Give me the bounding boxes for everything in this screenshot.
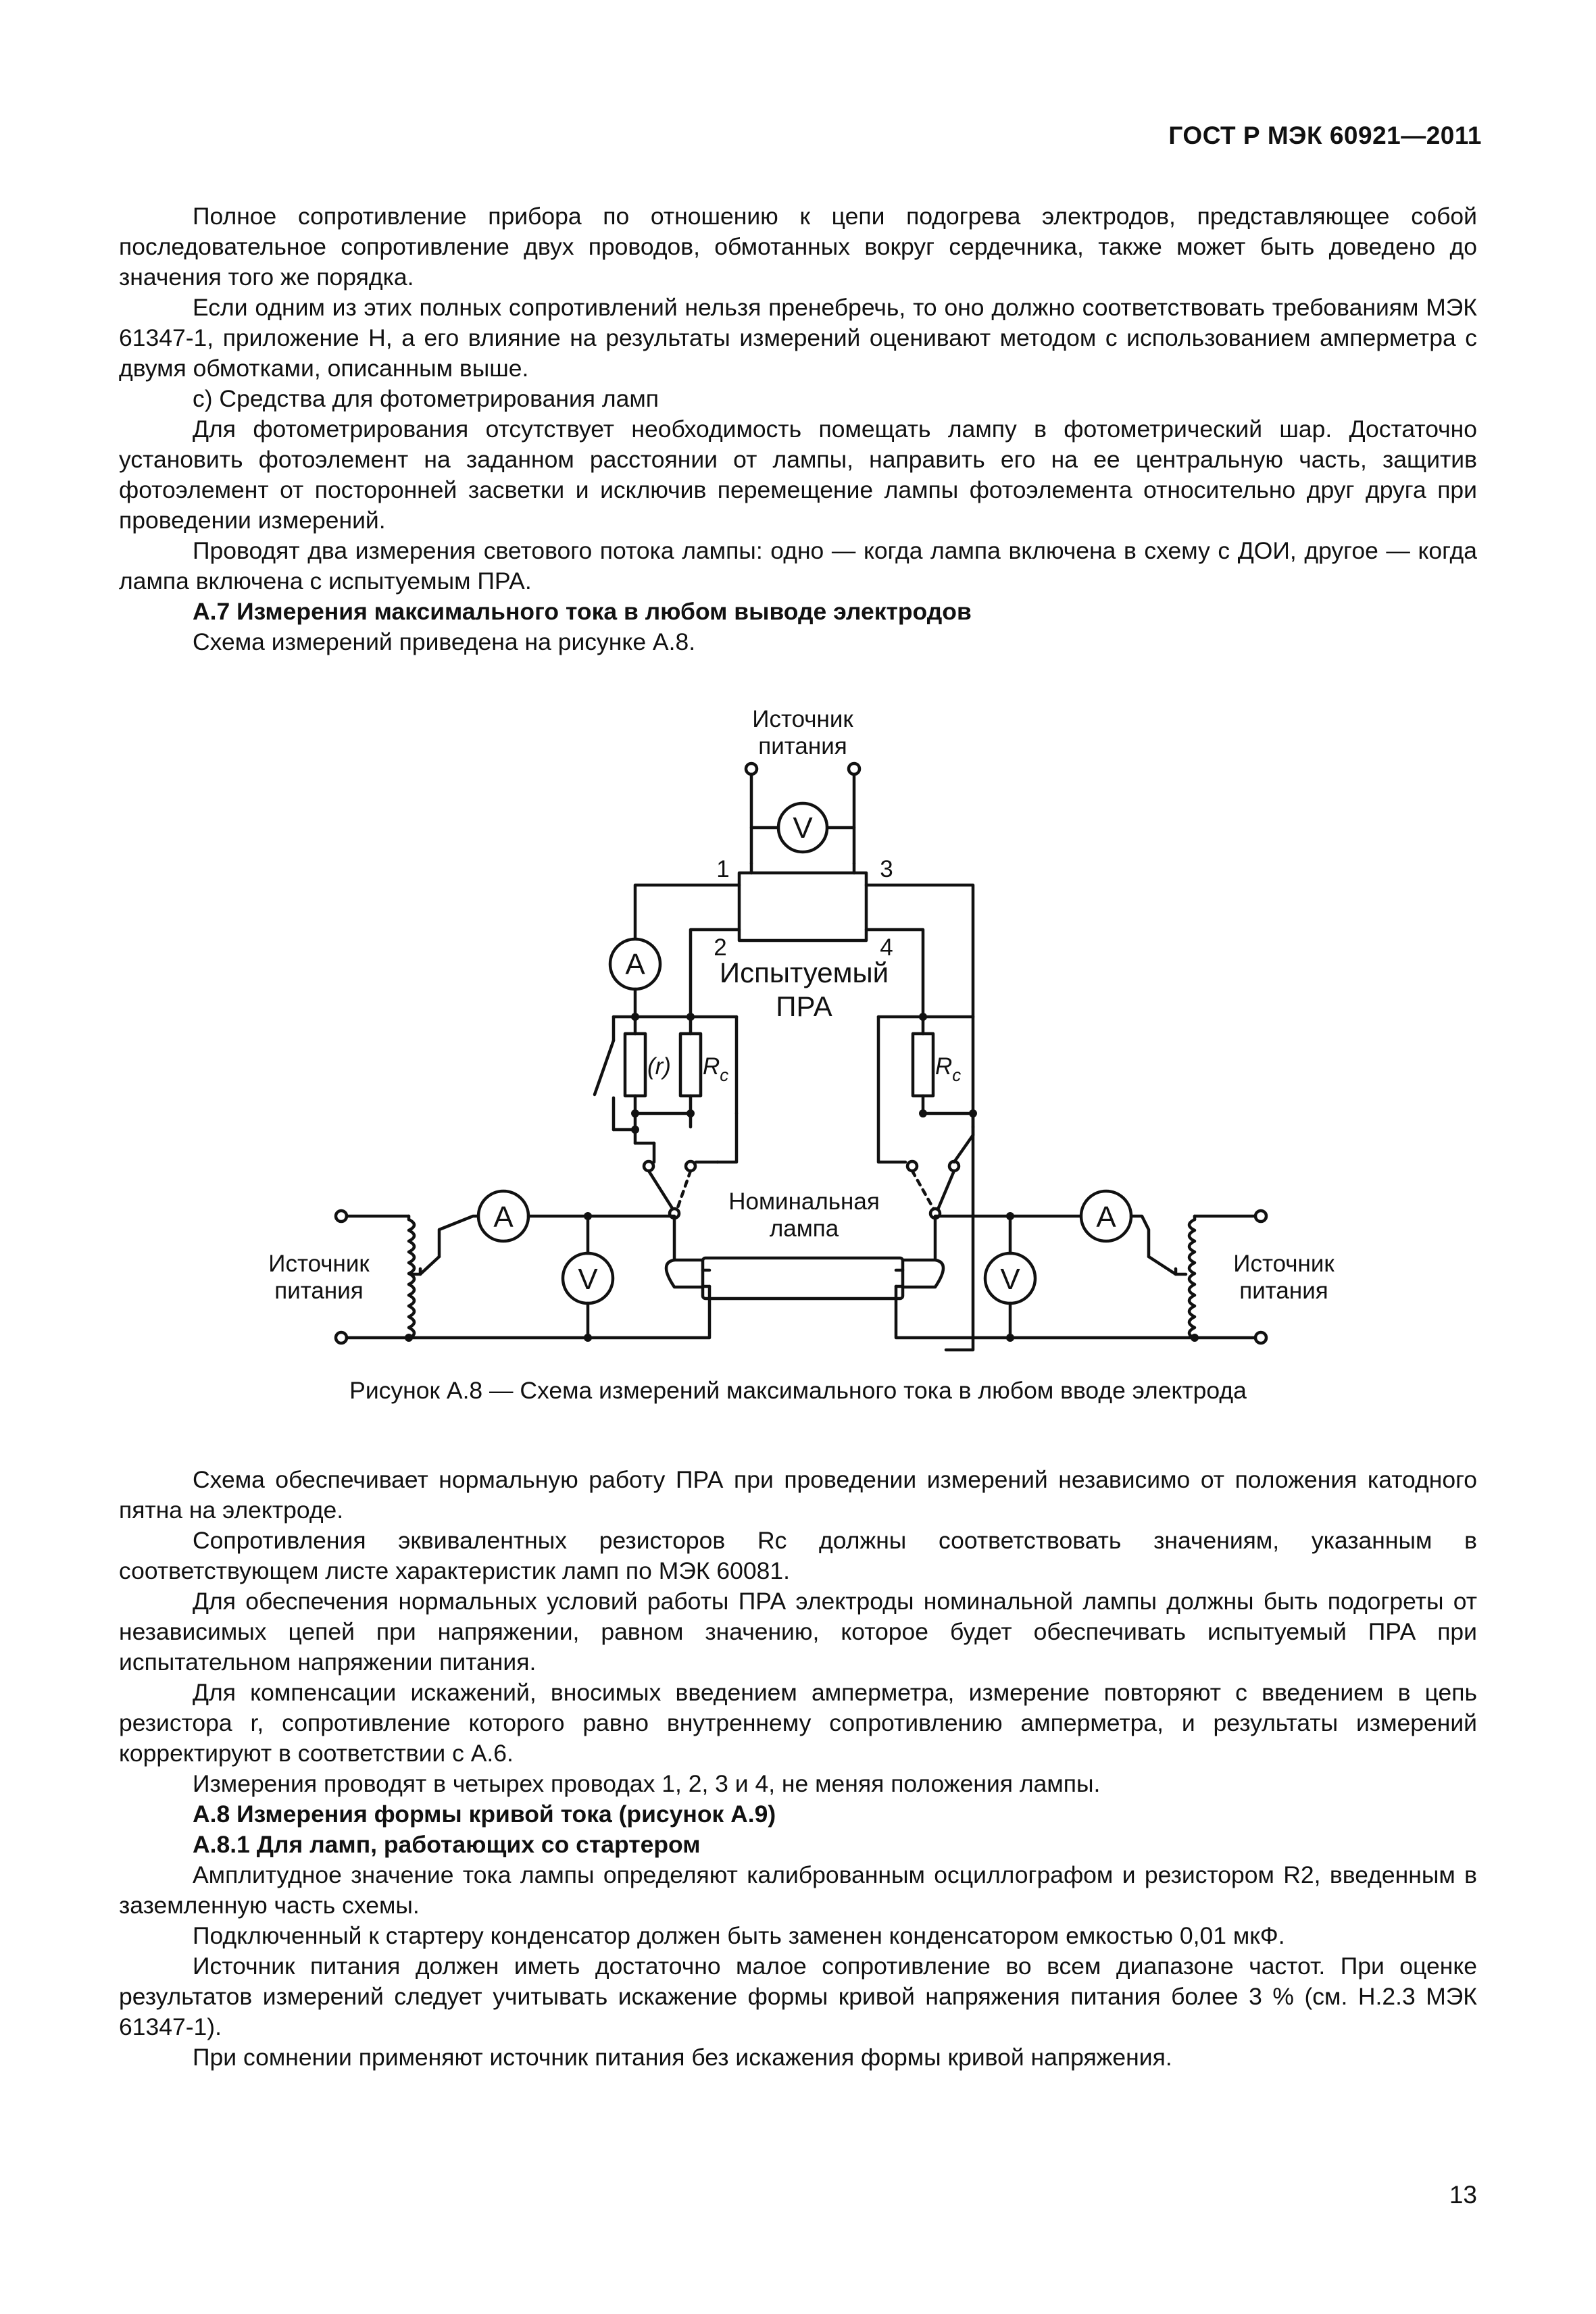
resistor-r [625,1034,645,1096]
right-transformer-coil [1189,1219,1195,1338]
paragraph: c) Средства для фотометрирования ламп [193,385,659,412]
top-source-terminal-right [849,763,859,774]
paragraph: Полное сопротивление прибора по отношению к цепи подогрева электродов, представляющее собой последовательное сопротивление двух проводов, обмотанных вокруг сердечника, также может быть доведено до значения того же порядка. [119,203,1477,291]
body-text-bottom [119,1465,1477,2073]
lamp-label-line1: Номинальная [728,1188,880,1215]
terminal-2-label: 2 [714,934,727,961]
paragraph: При сомнении применяют источник питания без искажения формы кривой напряжения. [193,2044,1172,2071]
left-source-label-line1: Источник [268,1251,370,1277]
section-heading: А.7 Измерения максимального тока в любом выводе электродов [193,598,972,625]
left-transformer-coil [409,1219,414,1338]
right-source-label-line2: питания [1239,1278,1328,1304]
body-text-top [119,201,1477,657]
ballast-label-line1: Испытуемый [719,957,889,988]
reference-lamp [703,1258,903,1299]
resistor-rc-left-label: $R_c$ [703,1053,729,1085]
right-source-terminal-bottom [1255,1332,1266,1343]
paragraph: Измерения проводят в четырех проводах 1, 2, 3 и 4, не меняя положения лампы. [193,1770,1101,1797]
lamp-label-line2: лампа [769,1215,839,1242]
paragraph: Сопротивления эквивалентных резисторов Rc должны соответствовать значениям, указанным в соответствующем листе характеристик ламп по МЭК 60081. [119,1527,1477,1584]
right-voltmeter-label: V [1000,1263,1020,1296]
section-heading: А.8.1 Для ламп, работающих со стартером [193,1831,701,1858]
resistor-rc-right [913,1034,933,1096]
left-source-terminal-bottom [336,1332,347,1343]
resistor-r-label: (r) [647,1053,671,1080]
left-source-label-line2: питания [274,1278,364,1304]
figure-a8-circuit-diagram [0,689,1596,1405]
ballast-label-line2: ПРА [776,990,832,1022]
paragraph: Подключенный к стартеру конденсатор должен быть заменен конденсатором емкостью 0,01 мкФ. [193,1922,1285,1949]
left-ammeter-label: A [493,1201,514,1234]
top-source-terminal-left [746,763,757,774]
right-source-label-line1: Источник [1233,1251,1335,1277]
paragraph: Схема обеспечивает нормальную работу ПРА при проведении измерений независимо от положения катодного пятна на электроде. [119,1466,1477,1524]
right-ammeter-label: A [1096,1201,1116,1234]
paragraph: Если одним из этих полных сопротивлений нельзя пренебречь, то оно должно соответствовать требованиям МЭК 61347-1, приложение Н, а его влияние на результаты измерений оценивают методом с использованием амперметра с двумя обмотками, описанным выше. [119,294,1477,382]
paragraph: Для фотометрирования отсутствует необходимость помещать лампу в фотометрический шар. Достаточно установить фотоэлемент на заданном расстоянии от лампы, направить его на ее центральную часть, защитив фотоэлемент от посторонней засветки и исключив перемещение лампы фотоэлемента относительно друг друга при проведении измерений. [119,416,1477,534]
top-source-label-line1: Источник [752,706,853,732]
paragraph: Амплитудное значение тока лампы определяют калиброванным осциллографом и резистором R2, введенным в заземленную часть схемы. [119,1861,1477,1919]
terminal-3-label: 3 [880,856,893,882]
resistor-rc-left [680,1034,701,1096]
page-number: 13 [1449,2181,1477,2209]
paragraph: Схема измерений приведена на рисунке А.8. [193,628,696,655]
circuit-schematic [0,689,1596,1372]
ballast-box [739,873,866,940]
left-voltmeter-label: V [578,1263,598,1296]
right-source-terminal-top [1255,1211,1266,1222]
figure-caption: Рисунок А.8 — Схема измерений максимального тока в любом вводе электрода [349,1377,1247,1404]
terminal-1-label: 1 [716,856,730,882]
resistor-rc-right-label: $R_c$ [935,1053,962,1085]
section-heading: А.8 Измерения формы кривой тока (рисунок А.9) [193,1801,776,1828]
paragraph: Источник питания должен иметь достаточно малое сопротивление во всем диапазоне частот. При оценке результатов измерений следует учитывать искажение формы кривой напряжения питания более 3 % (см. Н.2.3 МЭК 61347-1). [119,1953,1477,2040]
paragraph: Для компенсации искажений, вносимых введением амперметра, измерение повторяют с введением в цепь резистора r, сопротивление которого равно внутреннему сопротивлению амперметра, и результаты измерений корректируют в соответствии с А.6. [119,1679,1477,1767]
top-source-label-line2: питания [758,733,847,759]
document-code-header: ГОСТ Р МЭК 60921—2011 [1168,122,1482,149]
ballast-ammeter-label: A [625,948,645,981]
paragraph: Проводят два измерения светового потока лампы: одно — когда лампа включена в схему с ДОИ, другое — когда лампа включена с испытуемым ПРА. [119,537,1477,595]
paragraph: Для обеспечения нормальных условий работы ПРА электроды номинальной лампы должны быть подогреты от независимых цепей при напряжении, равном значению, которое будет обеспечивать испытуемый ПРА при испытательном напряжении питания. [119,1588,1477,1676]
top-voltmeter-label: V [793,811,813,845]
terminal-4-label: 4 [880,934,893,961]
left-source-terminal-top [336,1211,347,1222]
